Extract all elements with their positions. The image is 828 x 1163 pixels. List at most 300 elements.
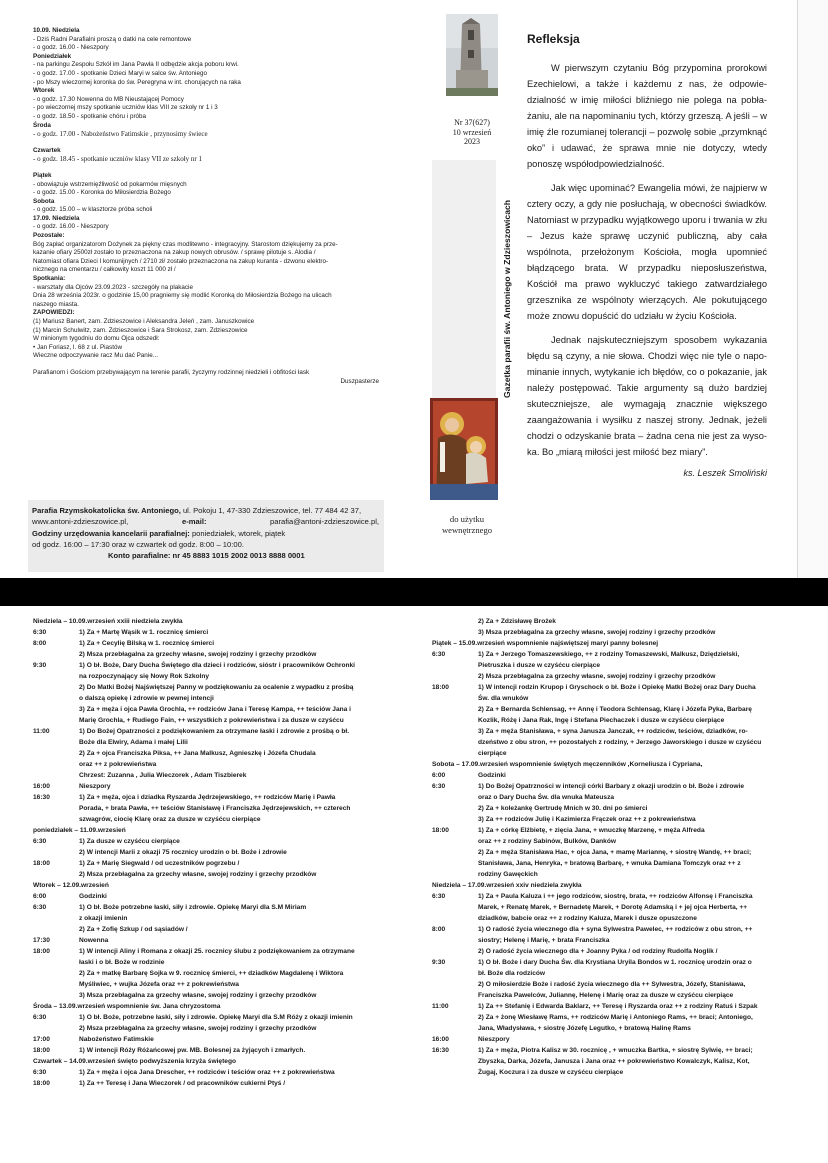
- mass-time: [33, 847, 79, 858]
- saint-anthony-icon-image: [430, 398, 498, 500]
- announcement-line: - o godz. 17.00 - Nabożeństwo Fatimskie , przynosimy świece: [33, 130, 208, 139]
- mass-intention-row: [33, 979, 393, 990]
- mass-intention-row: [33, 924, 393, 935]
- mass-intention-row: [33, 836, 393, 847]
- mass-time: 6:00: [432, 772, 446, 779]
- mass-intention-row: [432, 891, 797, 902]
- mass-intention-text: 1) Za + Martę Wąsik w 1. rocznicę śmierci: [79, 629, 209, 636]
- mass-time: 18:00: [33, 1080, 50, 1087]
- mass-intention-text: 1) Za ++ Stefanię i Edwarda Baklarz, ++ Teresę i Ryszarda oraz ++ z rodziny Ratuś i Szpak: [478, 1003, 758, 1010]
- mass-intention-text: szwagrów, ciocię Klarę oraz za dusze w czyśćcu cierpiące: [79, 816, 261, 823]
- mass-intention-text: 2) Za + Bernarda Schlensag, ++ Annę i Teodora Schlensag, Klarę i Józefa Pyka, Barbarę: [478, 706, 752, 713]
- mass-intention-text: dzeństwo z obu stron, ++ pozostałych z rodziny, + Jerzego Jaworskiego i dusze w czyśćcu: [478, 739, 762, 746]
- mass-intention-text: 3) Za ++ rodziców Julię i Kazimierza Frączek oraz ++ z pokrewieństwa: [478, 816, 696, 823]
- mass-time: [432, 726, 478, 737]
- announcement-heading: Wtorek: [33, 87, 55, 95]
- mass-intention-text: Wtorek – 12.09.wrzesień: [33, 882, 109, 889]
- mass-intention-text: 2) Do Matki Bożej Najświętszej Panny w podziękowaniu za ocalenie z wypadku z prośbą: [79, 684, 354, 691]
- mass-intention-row: [432, 935, 797, 946]
- mass-intention-text: Marię Grochla, + Rudiego Fain, ++ wszystkich z pokrewieństwa i za dusze w czyśćcu: [79, 717, 344, 724]
- mass-time: 18:00: [432, 827, 449, 834]
- announcement-line: - na parkingu Zespołu Szkół im Jana Pawła II odbędzie akcja poboru krwi.: [33, 61, 239, 69]
- mass-time: [432, 902, 478, 913]
- mass-time: [33, 704, 79, 715]
- mass-time: [432, 693, 478, 704]
- mass-intention-row: [33, 803, 393, 814]
- mass-time: [432, 814, 478, 825]
- mass-intention-row: [33, 1056, 393, 1067]
- mass-time: 6:30: [33, 838, 47, 845]
- mass-intentions-page: [0, 606, 828, 1163]
- announcement-line: - o godz. 16.00 - Nieszpory: [33, 223, 109, 231]
- mass-intention-text: 3) Za + męża Stanisława, + syna Janusza Janczak, ++ rodziców, teściów, dziadków, ro-: [478, 728, 748, 735]
- announcement-line: - o godz. 17.00 - spotkanie Dzieci Maryi w salce św. Antoniego: [33, 69, 207, 77]
- mass-intention-text: 1) Za + Cecylię Bilską w 1. rocznicę śmierci: [79, 640, 215, 647]
- mass-time: [33, 649, 79, 660]
- mass-time: [432, 990, 478, 1001]
- reflection-paragraph: W pierwszym czytaniu Bóg przypomina prorokowi Ezechielowi, a także i każdemu z nas, że odpowiedzialność w imię miłości bliźniego nie polega na pobłażaniu, ale na napominaniu tych, którzy grzeszą. A jeśli – w imię źle rozumianej tolerancji – pozwolę sobie „przymknąć oko” i udawać, że sprawa mnie nie dotyczy, wtedy ponoszę współodpowiedzialność.: [527, 63, 767, 169]
- email-label: e-mail:: [182, 517, 207, 527]
- mass-intention-text: 1) O bł. Boże potrzebne łaski, siły i zdrowie. Opiekę Maryi dla S.M Miriam: [79, 904, 307, 911]
- announcement-line: - Dziś Radni Parafialni proszą o datki na cele remontowe: [33, 35, 192, 43]
- announcement-heading: Czwartek: [33, 146, 61, 154]
- mass-intention-row: [432, 1034, 797, 1045]
- mass-time: [432, 616, 478, 627]
- office-hours-times: od godz. 16:00 – 17:30 oraz w czwartek od godz. 8:00 – 10:00.: [32, 539, 244, 549]
- mass-intention-row: [33, 737, 393, 748]
- announcement-line: - o godz. 18.45 - spotkanie uczniów klasy VII ze szkoły nr 1: [33, 155, 202, 164]
- mass-time: [432, 935, 478, 946]
- mass-time: [33, 693, 79, 704]
- mass-time: [33, 1023, 79, 1034]
- announcement-line: (1) Mariusz Banert, zam. Zdzieszowice i Aleksandra Jeleń , zam. Januszkowice: [33, 318, 255, 325]
- mass-intention-row: [432, 814, 797, 825]
- mass-intention-text: oraz ++ z rodziny Sabinów, Bulków, Danków: [478, 838, 617, 845]
- announcement-line: - o godz. 17.30 Nowenna do MB Nieustającej Pomocy: [33, 95, 184, 103]
- mass-intention-row: [432, 792, 797, 803]
- mass-intention-text: 2) Msza przebłagalna za grzechy własne, swojej rodziny i grzechy przodków: [79, 871, 317, 878]
- announcement-heading: 10.09. Niedziela: [33, 27, 80, 34]
- spacer: [33, 164, 395, 172]
- mass-time: [33, 913, 79, 924]
- mass-time: [33, 869, 79, 880]
- mass-intention-row: [432, 924, 797, 935]
- mass-intention-text: 2) Msza przebłagalna za grzechy własne, swojej rodziny i grzechy przodków: [79, 651, 317, 658]
- mass-time: 16:00: [33, 783, 50, 790]
- office-hours-label: Godziny urzędowania kancelarii parafialnej:: [32, 528, 190, 538]
- mass-intention-row: [432, 737, 797, 748]
- mass-time: [432, 715, 478, 726]
- mass-intention-text: oraz ++ z pokrewieństwa: [79, 761, 157, 768]
- mass-time: [432, 704, 478, 715]
- mass-intention-row: [33, 693, 393, 704]
- mass-intention-text: 1) O radość życia wiecznego dla + syna Sylwestra Pawelec, ++ rodziców z obu stron, ++: [478, 926, 753, 933]
- mass-time: [33, 737, 79, 748]
- mass-intention-text: 2) O miłosierdzie Boże i radość życia wiecznego dla ++ Sylwestra, Józefy, Stanisława,: [478, 981, 746, 988]
- mass-intention-row: [33, 627, 393, 638]
- mass-time: 16:00: [432, 1036, 449, 1043]
- mass-time: 8:00: [432, 926, 446, 933]
- mass-intention-row: [33, 660, 393, 671]
- mass-intention-row: [33, 616, 393, 627]
- mass-time: 11:00: [33, 728, 50, 735]
- mass-intention-row: [432, 682, 797, 693]
- mass-intentions-left-column: [33, 616, 393, 1089]
- mass-intention-row: [432, 726, 797, 737]
- internal-use-line2: wewnętrznego: [441, 524, 493, 535]
- mass-intention-row: [432, 649, 797, 660]
- mass-intention-row: [33, 880, 393, 891]
- mass-intentions-right-column: [432, 616, 797, 1078]
- mass-intention-row: [432, 957, 797, 968]
- page-divider: [0, 578, 828, 606]
- announcement-heading: Spotkania:: [33, 275, 66, 283]
- mass-intention-text: 1) Za + męża, Piotra Kalisz w 30. rocznicę , + wnuczka Bartka, + siostrę Sylwię, ++ braci;: [478, 1047, 753, 1054]
- mass-intention-text: Stanisława, Jana, Henryka, + bratową Barbarę, + wnuka Damiana Tomczyk oraz ++ z: [478, 860, 741, 867]
- mass-intention-row: [33, 792, 393, 803]
- mass-intention-row: [33, 814, 393, 825]
- mass-intention-row: [432, 627, 797, 638]
- announcement-line: nicznego na cmentarzu / całkowity koszt 11 000 zł /: [33, 266, 176, 274]
- announcement-line: Duszpasterze: [340, 377, 379, 385]
- mass-intention-text: Myśliwiec, + wujka Józefa oraz ++ z pokrewieństwa: [79, 981, 239, 988]
- mass-intention-text: Boże dla Elwiry, Adama i małej Lilii: [79, 739, 188, 746]
- mass-intention-row: [432, 968, 797, 979]
- announcement-line: - o godz. 16.00 - Nieszpory: [33, 44, 109, 52]
- mass-time: [432, 748, 478, 759]
- mass-time: 6:00: [33, 893, 47, 900]
- mass-intention-row: [432, 715, 797, 726]
- mass-time: [432, 803, 478, 814]
- mass-intention-row: [33, 649, 393, 660]
- mass-intention-text: cierpiące: [478, 750, 507, 757]
- mass-time: [33, 957, 79, 968]
- reflection-article: [527, 32, 767, 478]
- mass-intention-text: Jana, Władysława, + siostrę Józefę Legutko, + bratową Halinę Rams: [478, 1025, 691, 1032]
- next-page-edge: [797, 0, 828, 578]
- reflection-title: Refleksja: [527, 32, 580, 46]
- mass-intention-row: [33, 726, 393, 737]
- mass-time: 17:00: [33, 1036, 50, 1043]
- announcement-line: Natomiast ofiara Dzieci I komunijnych / 2710 zł/ zostało przeznaczona na zakup kuranta - dzwonu elektro-: [33, 257, 329, 265]
- parish-contact-box: [28, 500, 384, 572]
- mass-intention-text: Niedziela – 10.09.wrzesień xxiii niedziela zwykła: [33, 618, 183, 625]
- mass-intention-text: dziadków, babcie oraz ++ z rodziny Kaluza, Marek i dusze opuszczone: [478, 915, 697, 922]
- mass-time: [33, 715, 79, 726]
- mass-intention-text: z okazji imienin: [79, 915, 128, 922]
- spacer: [33, 139, 395, 147]
- mass-intention-text: Nieszpory: [478, 1036, 510, 1043]
- mass-intention-row: [33, 671, 393, 682]
- mass-time: [432, 836, 478, 847]
- mass-intention-text: 2) Msza przebłagalna za grzechy własne, swojej rodziny i grzechy przodków: [478, 673, 716, 680]
- mass-intention-text: 1) Za + córkę Elżbietę, + zięcia Jana, + wnuczkę Marzenę, + męża Alfreda: [478, 827, 705, 834]
- mass-time: [432, 1012, 478, 1023]
- mass-intention-row: [432, 803, 797, 814]
- mass-intention-text: Nabożeństwo Fatimskie: [79, 1036, 154, 1043]
- announcements-column: [33, 27, 395, 386]
- mass-intention-row: [432, 1067, 797, 1078]
- issue-info: [444, 118, 500, 147]
- mass-intention-row: [432, 825, 797, 836]
- reflection-author: ks. Leszek Smoliński: [683, 468, 767, 478]
- parish-name: Parafia Rzymskokatolicka św. Antoniego,: [32, 506, 181, 515]
- mass-intention-text: 2) W intencji Marii z okazji 75 rocznicy urodzin o bł. Boże i zdrowie: [79, 849, 287, 856]
- mass-intention-text: Niedziela – 17.09.wrzesień xxiv niedziela zwykła: [432, 882, 582, 889]
- mass-intention-row: [33, 704, 393, 715]
- church-tower-photo: [446, 14, 498, 96]
- mass-time: [432, 671, 478, 682]
- mass-intention-text: bł. Boże dla rodziców: [478, 970, 546, 977]
- mass-intention-text: 2) Za + Zdzisławę Brożek: [478, 618, 556, 625]
- mass-intention-row: [432, 858, 797, 869]
- mass-intention-row: [33, 858, 393, 869]
- mass-time: 8:00: [33, 640, 47, 647]
- mass-intention-row: [432, 902, 797, 913]
- announcement-line: - obowiązuje wstrzemięźliwość od pokarmów mięsnych: [33, 180, 187, 188]
- bank-account: Konto parafialne: nr 45 8883 1015 2002 0013 8888 0001: [108, 551, 305, 561]
- mass-intention-row: [33, 847, 393, 858]
- parish-address: ul. Pokoju 1, 47-330 Zdzieszowice, tel. 77 484 42 37,: [180, 506, 362, 515]
- mass-time: 18:00: [432, 684, 449, 691]
- mass-time: 16:30: [33, 794, 50, 801]
- announcement-line: kazanie ofiary 2500zł zostało to przeznaczona na zakup nowych obrusów. / sprawę pilotuje s. Alodia /: [33, 249, 316, 257]
- mass-intention-row: [33, 968, 393, 979]
- mass-intention-text: Św. dla wnuków: [478, 695, 529, 702]
- internal-use-line1: do użytku: [449, 514, 485, 524]
- mass-time: [432, 792, 478, 803]
- mass-intention-row: [33, 946, 393, 957]
- mass-time: [33, 968, 79, 979]
- mass-time: 6:30: [33, 1014, 47, 1021]
- mass-intention-row: [432, 847, 797, 858]
- announcement-heading: ZAPOWIEDZI:: [33, 309, 75, 317]
- reflection-paragraph: Jednak najskuteczniejszym sposobem wykazania błędu są czyny, a nie słowa. Chodzi więc nie tyle o napominanie innych, wytykanie ich błędów, co o pokazanie, jak należy postępować. Takie argumenty są dużo bardziej skuteczniejsze, ale wymagają znacznie większego zaangażowania i wysiłku z naszej strony. Jednak, jeżeli chodzi o odzyskanie brata – żadna cena nie jest za wysoka. Bo „miarą miłości jest miłość bez miary”.: [527, 335, 767, 457]
- mass-intention-text: 1) Za + męża i ojca Jana Drescher, ++ rodziców i teściów oraz ++ z pokrewieństwa: [79, 1069, 335, 1076]
- bulletin-front-page: [0, 0, 828, 578]
- mass-intention-row: [432, 781, 797, 792]
- mass-intention-text: 2) Za + ojca Franciszka Piksa, ++ Jana Malkusz, Agnieszkę i Józefa Chudala: [79, 750, 316, 757]
- announcement-heading: Sobota: [33, 197, 55, 205]
- mass-intention-text: Godzinki: [478, 772, 506, 779]
- mass-intention-text: Środa – 13.09.wrzesień wspomnienie św. Jana chryzostoma: [33, 1003, 221, 1010]
- issue-date: 10 wrzesień: [452, 127, 492, 137]
- mass-intention-row: [432, 1001, 797, 1012]
- masthead-subtitle-box: [498, 162, 516, 398]
- mass-intention-row: [33, 1023, 393, 1034]
- mass-intention-row: [432, 1023, 797, 1034]
- mass-intention-row: [33, 1045, 393, 1056]
- mass-intention-text: Chrzest: Zuzanna , Julia Wieczorek , Adam Tiszbierek: [79, 772, 247, 779]
- mass-intention-text: Piątek – 15.09.wrzesień wspomnienie najświętszej maryi panny bolesnej: [432, 640, 659, 647]
- mass-time: [432, 913, 478, 924]
- announcement-heading: 17.09. Niedziela: [33, 214, 80, 222]
- mass-intention-text: 2) Za + żonę Wiesławę Rams, ++ rodziców Marię i Antoniego Rams, ++ braci; Antoniego,: [478, 1014, 753, 1021]
- mass-time: [432, 946, 478, 957]
- mass-intention-row: [432, 748, 797, 759]
- mass-intention-text: oraz o Dary Ducha Św. dla wnuka Mateusza: [478, 794, 615, 801]
- mass-intention-text: 1) Za + Jerzego Tomaszewskiego, ++ z rodziny Tomaszewski, Malkusz, Dziędzielski,: [478, 651, 740, 658]
- mass-intention-row: [432, 1012, 797, 1023]
- masthead-subtitle: Gazetka parafii św. Antoniego w Zdzieszowicach: [502, 199, 512, 398]
- reflection-paragraph: Jak więc upominać? Ewangelia mówi, że najpierw w cztery oczy, a gdy nie posłuchają, w obecności świadków. Natomiast w przypadku wyjątkowego uporu i trwania w złu – Jezus każe sprawę uczynić publiczną, aby cała wspólnota, przełożonym Kościoła, mogła upomnieć błądzącego brata. W przypadku nieposłuszeństwa, Kościół ma prawo wykluczyć takiego zatwardziałego grzesznika ze wspólnoty wierzących. Ale pokutującego może znowu dopuścić do udziału w życiu Kościoła.: [527, 183, 767, 321]
- mass-time: [432, 1023, 478, 1034]
- mass-intention-text: Marek, + Renatę Marek, + Bernadetę Marek, + Dorotę Adamską i + jej ojca Herberta, ++: [478, 904, 748, 911]
- mass-time: [432, 858, 478, 869]
- mass-intention-row: [33, 957, 393, 968]
- mass-intention-row: [33, 781, 393, 792]
- mass-time: [432, 1056, 478, 1067]
- announcement-line: Dnia 28 września 2023r. o godzinie 15,00 pragniemy się modlić Koronką do Miłosierdzia Bożego na ulicach: [33, 292, 332, 300]
- mass-intention-text: Nowenna: [79, 937, 109, 944]
- mass-time: [432, 979, 478, 990]
- announcement-line: - o godz. 18.50 - spotkanie chóru i próba: [33, 112, 147, 120]
- mass-intention-row: [33, 825, 393, 836]
- mass-time: [33, 748, 79, 759]
- mass-intention-row: [432, 1056, 797, 1067]
- mass-intention-row: [432, 946, 797, 957]
- mass-intention-text: 1) Za + Paula Kaluza i ++ jego rodziców, siostrę, brata, ++ rodziców Alfonsę i Franciszka: [478, 893, 753, 900]
- mass-intention-text: 1) W intencji Aliny i Romana z okazji 25. rocznicy ślubu z podziękowaniem za otrzymane: [79, 948, 355, 955]
- announcement-line: W minionym tygodniu do domu Ojca odszedł:: [33, 335, 160, 343]
- mass-intention-text: Zbyszka, Darka, Józefa, Janusza i Jana oraz ++ pokrewieństwo Kowalczyk, Kalisz, Kot,: [478, 1058, 750, 1065]
- mass-intention-text: łaski i o bł. Boże w rodzinie: [79, 959, 165, 966]
- mass-intention-text: Pietruszka i dusze w czyśćcu cierpiące: [478, 662, 601, 669]
- mass-intention-text: Żugaj, Koczura i za dusze w czyśćcu cierpiące: [478, 1069, 624, 1076]
- mass-intention-text: 3) Za + męża i ojca Pawła Grochla, ++ rodziców Jana i Teresę Kampa, ++ teściów Jana i: [79, 706, 351, 713]
- mass-intention-text: Czwartek – 14.09.wrzesień święto podwyższenia krzyża świętego: [33, 1058, 237, 1065]
- mass-intention-row: [432, 704, 797, 715]
- mass-intention-row: [33, 891, 393, 902]
- masthead-logo-box: [432, 160, 496, 398]
- mass-intention-row: [33, 990, 393, 1001]
- announcement-line: Bóg zapłać organizatorom Dożynek za piękny czas modlitewno - integracyjny. Starostom dziękujemy za prze-: [33, 240, 338, 248]
- mass-time: 6:30: [33, 1069, 47, 1076]
- mass-intention-text: 1) Za ++ Teresę i Jana Wieczorek / od pracowników cukierni Ptyś /: [79, 1080, 286, 1087]
- mass-intention-row: [432, 990, 797, 1001]
- mass-time: [33, 759, 79, 770]
- announcement-heading: Piątek: [33, 171, 52, 179]
- mass-intention-text: Kozlik, Różę i Jana Rak, Ingę i Stefana Piechaczek i dusze w czyśćcu cierpiące: [478, 717, 725, 724]
- mass-intention-row: [432, 660, 797, 671]
- spacer: [33, 361, 395, 369]
- announcement-line: Parafianom i Gościom przebywającym na terenie parafii, życzymy rodzinnej niedzieli i obfitości łask: [33, 368, 310, 376]
- announcement-line: (1) Marcin Schulwitz, zam. Zdzieszowice i Sara Strokosz, zam. Zdzieszowice: [33, 326, 248, 334]
- mass-intention-row: [432, 1045, 797, 1056]
- mass-time: [33, 803, 79, 814]
- mass-intention-row: [33, 913, 393, 924]
- announcement-heading: Poniedziałek: [33, 52, 72, 60]
- mass-intention-row: [33, 1001, 393, 1012]
- mass-intention-text: 1) W intencji rodzin Krupop i Gryschock o bł. Boże i Opiekę Matki Bożej oraz Dary Ducha: [478, 684, 756, 691]
- mass-intention-text: 1) Za dusze w czyśćcu cierpiące: [79, 838, 180, 845]
- mass-time: 9:30: [33, 662, 47, 669]
- mass-time: 17:30: [33, 937, 50, 944]
- announcement-line: • Jan Foriasz, l. 68 z ul. Piastów: [33, 343, 122, 351]
- announcement-line: - po Mszy wieczornej koronka do św. Peregryna w int. chorujących na raka: [33, 78, 241, 86]
- mass-intention-text: 1) O bł. Boże, Dary Ducha Świętego dla dzieci i rodziców, sióstr i pracowników Ochronki: [79, 662, 356, 669]
- mass-time: [432, 968, 478, 979]
- mass-intention-text: 1) Za + Marię Siegwald / od uczestników pogrzebu /: [79, 860, 240, 867]
- mass-intention-row: [33, 935, 393, 946]
- issue-number: Nr 37(627): [454, 118, 490, 127]
- mass-intention-row: [33, 638, 393, 649]
- mass-intention-text: 1) O bł. Boże i dary Ducha Św. dla Krystiana Uryila Bondos w 1. rocznicę urodzin oraz o: [478, 959, 752, 966]
- mass-intention-text: Porada, + brata Pawła, ++ teściów Stanisławę i Franciszka Jędrzejewskich, ++ czterech: [79, 805, 351, 812]
- mass-time: [432, 869, 478, 880]
- mass-intention-text: 1) W intencji Róży Różańcowej pw. MB. Bolesnej za żyjących i zmarłych.: [79, 1047, 306, 1054]
- mass-intention-row: [432, 913, 797, 924]
- mass-intention-row: [33, 1034, 393, 1045]
- mass-time: 18:00: [33, 1047, 50, 1054]
- office-hours-days: poniedziałek, wtorek, piątek: [189, 528, 286, 538]
- mass-intention-text: na rozpoczynający się Nowy Rok Szkolny: [79, 673, 210, 680]
- mass-time: [432, 737, 478, 748]
- mass-intention-text: 1) O bł. Boże, potrzebne łaski, siły i zdrowie. Opiekę Maryi dla S.M Róży z okazji imienin: [79, 1014, 353, 1021]
- mass-intention-text: 1) Do Bożej Opatrzności w intencji córki Barbary z okazji urodzin o bł. Boże i zdrowie: [478, 783, 744, 790]
- parish-website: www.antoni-zdzieszowice.pl,: [32, 517, 129, 527]
- mass-intention-row: [432, 759, 797, 770]
- mass-intention-row: [33, 1067, 393, 1078]
- mass-time: 9:30: [432, 959, 446, 966]
- mass-intention-row: [33, 770, 393, 781]
- mass-time: 18:00: [33, 860, 50, 867]
- issue-year: 2023: [464, 137, 480, 146]
- mass-intention-row: [432, 770, 797, 781]
- mass-time: [33, 990, 79, 1001]
- mass-intention-text: 1) Do Bożej Opatrzności z podziękowaniem za otrzymane łaski i zdrowie z prośbą o bł.: [79, 728, 350, 735]
- mass-intention-row: [432, 638, 797, 649]
- mass-intention-row: [432, 693, 797, 704]
- mass-intention-text: 2) O radość życia wiecznego dla + Joanny Pyka / od rodziny Rudolfa Noglik /: [478, 948, 718, 955]
- mass-intention-text: 2) Za + matkę Barbarę Sojka w 9. rocznicę śmierci, ++ dziadków Magdalenę i Wiktora: [79, 970, 344, 977]
- parish-email: parafia@antoni-zdzieszowice.pl,: [270, 517, 380, 527]
- mass-intention-text: 3) Msza przebłagalna za grzechy własne, swojej rodziny i grzechy przodków: [79, 992, 317, 999]
- mass-time: 16:30: [432, 1047, 449, 1054]
- mass-intention-text: Nieszpory: [79, 783, 111, 790]
- mass-time: [33, 770, 79, 781]
- mass-intention-text: 2) Msza przebłagalna za grzechy własne, swojej rodziny i grzechy przodków: [79, 1025, 317, 1032]
- mass-intention-text: 2) Za + Zofię Szkup / od sąsiadów /: [79, 926, 188, 933]
- mass-intention-row: [33, 1012, 393, 1023]
- announcement-heading: Środa: [33, 121, 51, 129]
- mass-intention-row: [33, 682, 393, 693]
- mass-intention-text: rodziny Gawęckich: [478, 871, 538, 878]
- announcement-line: - warsztaty dla Ojców 23.09.2023 - szczegóły na plakacie: [33, 283, 193, 291]
- announcement-line: naszego miasta.: [33, 300, 79, 308]
- mass-time: 18:00: [33, 948, 50, 955]
- mass-time: 6:30: [432, 893, 446, 900]
- mass-intention-row: [432, 979, 797, 990]
- mass-intention-text: Franciszka Pawelców, Juliannę, Helenę i Marię oraz za dusze w czyśćcu cierpiące: [478, 992, 734, 999]
- announcement-line: Wieczne odpoczywanie racz Mu dać Panie...: [33, 352, 158, 360]
- mass-time: 6:30: [33, 629, 47, 636]
- mass-intention-row: [33, 869, 393, 880]
- mass-intention-row: [33, 748, 393, 759]
- mass-time: 11:00: [432, 1003, 449, 1010]
- mass-intention-text: 3) Msza przebłagalna za grzechy własne, swojej rodziny i grzechy przodków: [478, 629, 716, 636]
- mass-intention-row: [432, 836, 797, 847]
- mass-intention-text: siostry; Helenę i Marię, + brata Franciszka: [478, 937, 610, 944]
- mass-time: [33, 671, 79, 682]
- announcement-line: - o godz. 15.00 - Koronka do Miłosierdzia Bożego: [33, 189, 171, 197]
- mass-intention-row: [432, 671, 797, 682]
- mass-intention-row: [432, 880, 797, 891]
- mass-time: [432, 847, 478, 858]
- mass-intention-row: [432, 869, 797, 880]
- mass-time: [33, 979, 79, 990]
- mass-time: [33, 682, 79, 693]
